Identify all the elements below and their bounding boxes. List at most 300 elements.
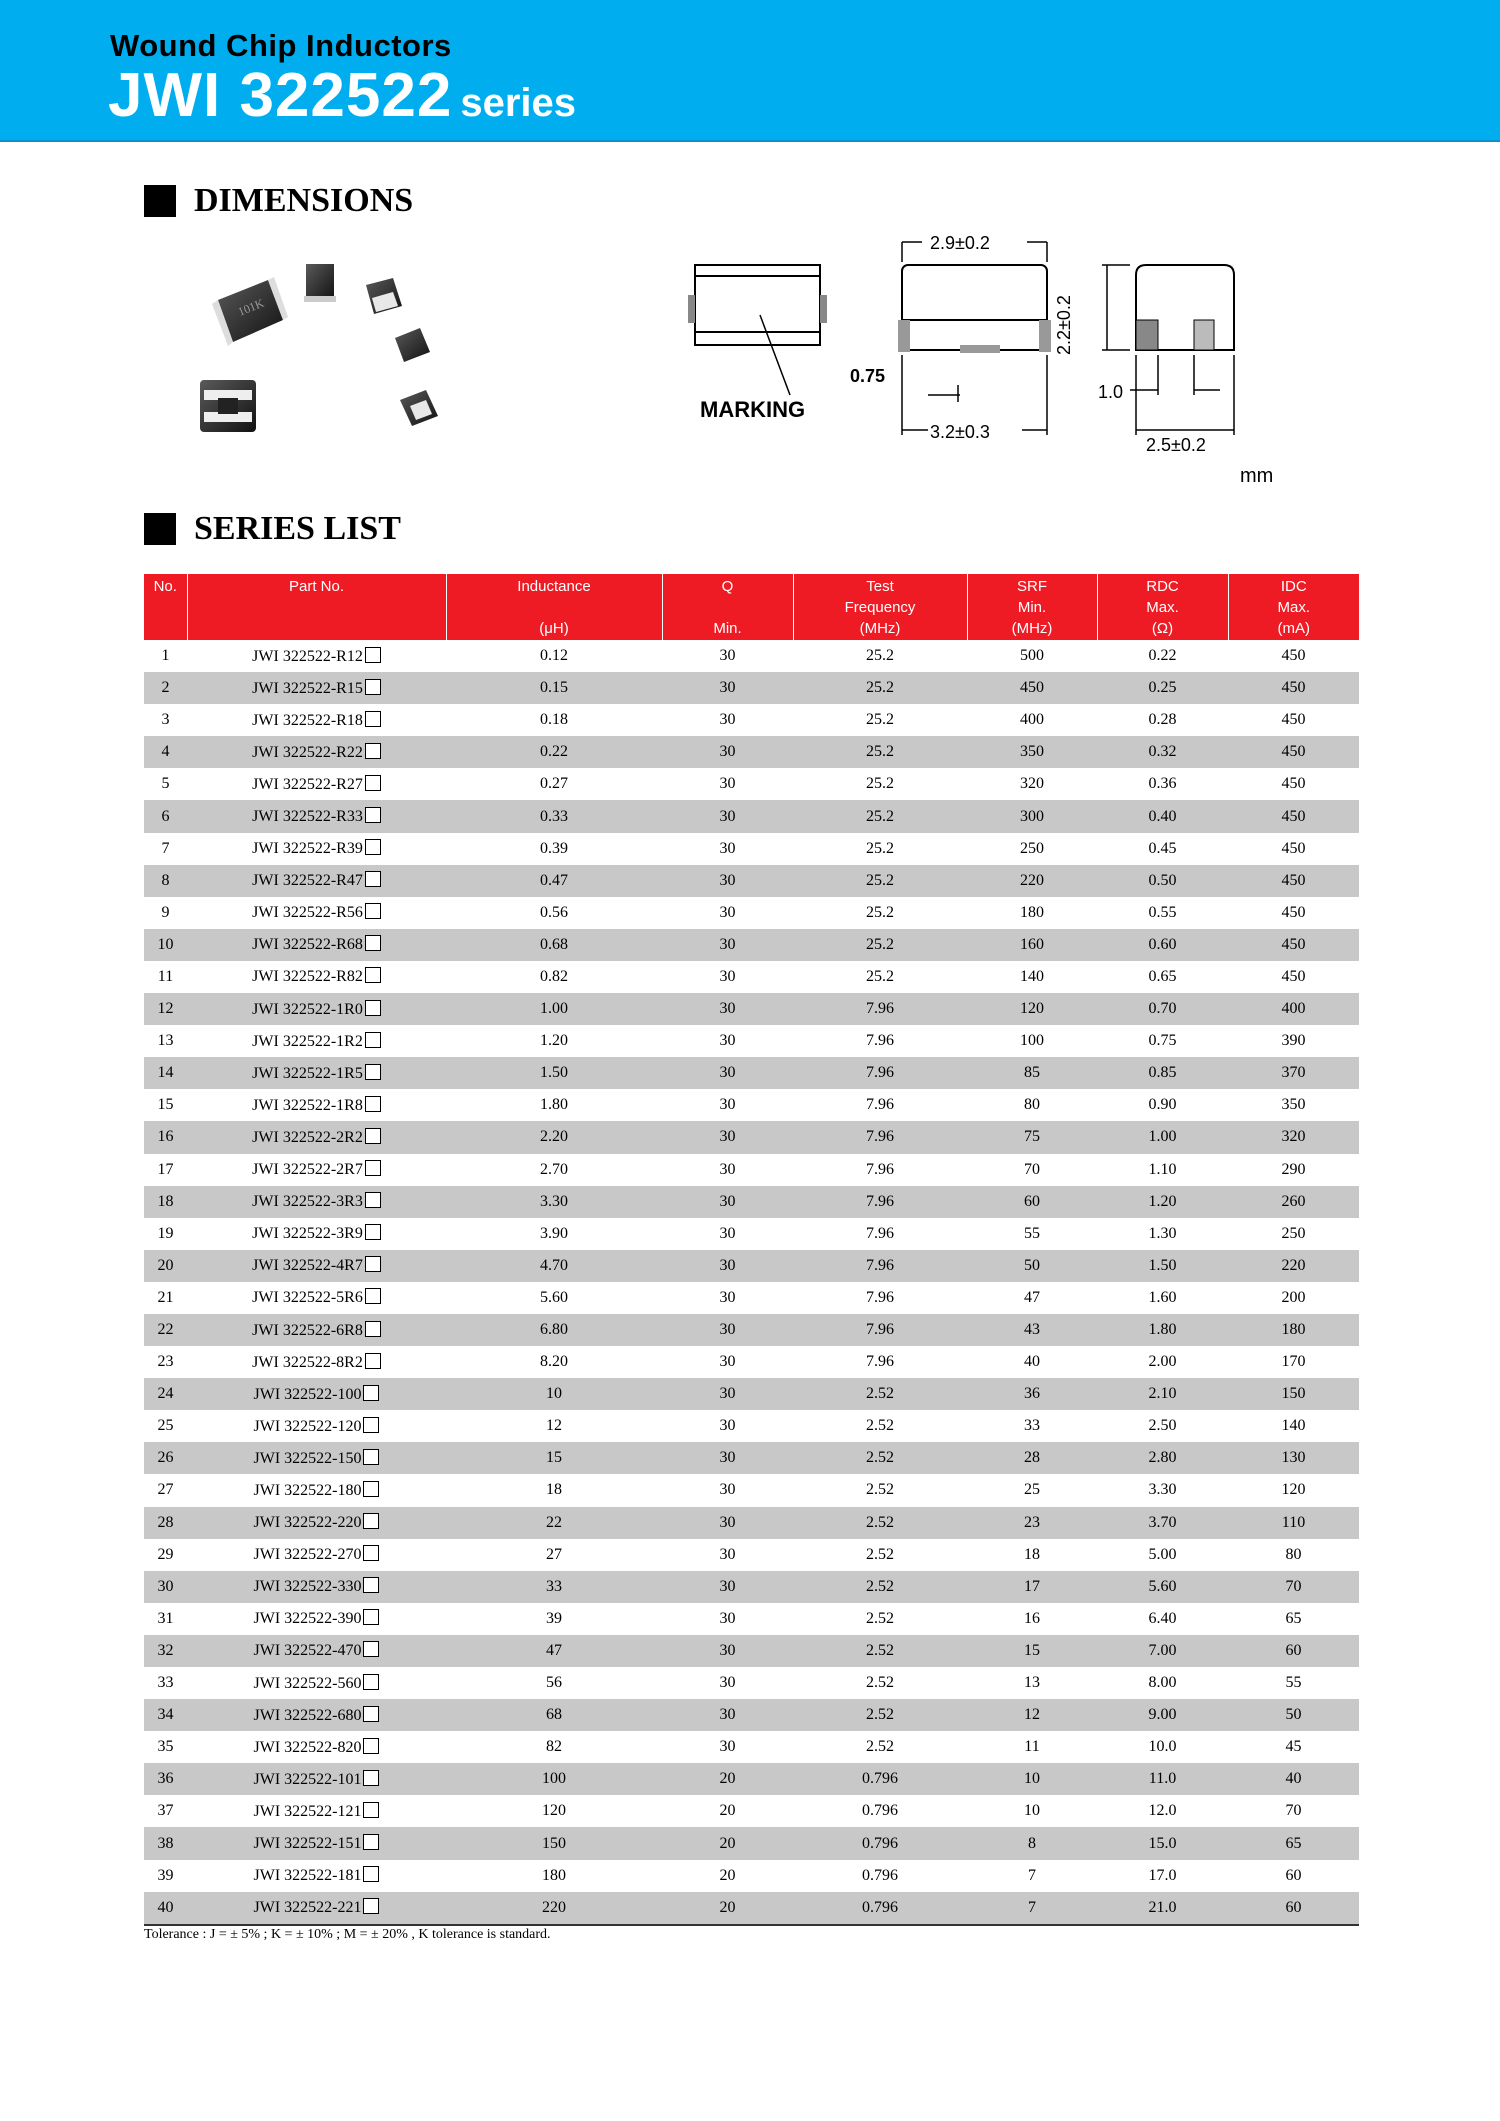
cell-value: 12.0 <box>1148 1802 1177 1820</box>
cell-value: JWI 322522-220 <box>253 1514 362 1532</box>
cell-value: 3 <box>161 711 170 729</box>
cell-value: 100 <box>542 1770 566 1788</box>
table-cell <box>662 1186 793 1218</box>
cell-value: 0.796 <box>862 1866 898 1884</box>
cell-value: 65 <box>1285 1609 1302 1627</box>
table-cell <box>793 1218 967 1250</box>
cell-value: 250 <box>1281 1224 1306 1242</box>
cell-value: 16 <box>1024 1609 1040 1627</box>
table-cell <box>1097 1731 1228 1763</box>
heading-bullet-icon <box>144 513 176 545</box>
table-cell <box>187 1154 446 1186</box>
tolerance-code-box <box>365 1160 381 1176</box>
cell-value: JWI 322522-R47 <box>252 872 363 890</box>
table-cell <box>187 961 446 993</box>
table-cell <box>662 1474 793 1506</box>
cell-value: 0.47 <box>540 871 568 889</box>
cell-value: 37 <box>157 1802 174 1820</box>
tolerance-code-box <box>363 1674 379 1690</box>
cell-value: 1.50 <box>1148 1256 1177 1274</box>
table-cell <box>793 1346 967 1378</box>
cell-value: 390 <box>1281 1032 1306 1050</box>
column-header <box>187 574 446 640</box>
cell-value: 26 <box>157 1449 174 1467</box>
cell-value: 0.33 <box>540 807 568 825</box>
series-list-heading-text: SERIES LIST <box>194 510 401 547</box>
table-cell <box>446 1507 662 1539</box>
table-cell <box>793 1442 967 1474</box>
cell-value: 24 <box>157 1385 174 1403</box>
table-cell <box>1097 961 1228 993</box>
table-cell <box>793 800 967 832</box>
table-cell <box>662 1667 793 1699</box>
cell-value: 450 <box>1281 679 1306 697</box>
cell-value: 3.90 <box>540 1224 568 1242</box>
table-cell <box>446 1057 662 1089</box>
cell-value: 30 <box>719 1128 736 1146</box>
tolerance-code-box <box>365 647 381 663</box>
table-cell <box>1228 1282 1359 1314</box>
table-cell <box>446 1892 662 1925</box>
table-cell <box>1097 1314 1228 1346</box>
table-cell <box>144 1250 187 1282</box>
cell-value: 10 <box>157 935 174 953</box>
column-header-line: RDC <box>1146 577 1179 595</box>
table-row <box>144 1057 1359 1089</box>
table-cell <box>1097 1410 1228 1442</box>
table-cell <box>187 1474 446 1506</box>
cell-value: 0.25 <box>1148 679 1177 697</box>
tolerance-code-box <box>365 711 381 727</box>
table-cell <box>187 1282 446 1314</box>
dim-side-width <box>1136 355 1234 435</box>
cell-value: 8 <box>1028 1834 1036 1852</box>
table-cell <box>662 1025 793 1057</box>
cell-value: 450 <box>1281 839 1306 857</box>
cell-value: 140 <box>1020 967 1044 985</box>
table-cell <box>1097 1025 1228 1057</box>
table-cell <box>967 1667 1097 1699</box>
cell-value: 0.68 <box>540 935 568 953</box>
table-cell <box>1097 1571 1228 1603</box>
table-cell <box>446 1089 662 1121</box>
table-cell <box>187 736 446 768</box>
table-cell <box>1228 1218 1359 1250</box>
table-cell <box>967 1571 1097 1603</box>
table-cell <box>1228 1186 1359 1218</box>
table-cell <box>1097 1089 1228 1121</box>
cell-value: JWI 322522-2R7 <box>252 1161 363 1179</box>
cell-value: 50 <box>1024 1256 1040 1274</box>
cell-value: 2.52 <box>866 1417 894 1435</box>
table-cell <box>662 961 793 993</box>
cell-value: 30 <box>719 647 736 665</box>
table-cell <box>793 1186 967 1218</box>
table-cell <box>446 1571 662 1603</box>
cell-value: JWI 322522-R82 <box>252 968 363 986</box>
cell-value: 11 <box>1024 1738 1040 1756</box>
table-cell <box>967 1795 1097 1827</box>
cell-value: 13 <box>157 1032 174 1050</box>
column-header-line: Inductance <box>517 577 591 595</box>
cell-value: JWI 322522-R15 <box>252 679 363 697</box>
cell-value: 68 <box>546 1706 562 1724</box>
cell-value: 0.27 <box>540 775 568 793</box>
cell-value: 0.28 <box>1148 711 1177 729</box>
series-title <box>108 60 576 131</box>
table-row <box>144 1507 1359 1539</box>
table-cell <box>1097 736 1228 768</box>
table-cell <box>793 1025 967 1057</box>
cell-value: 70 <box>1024 1160 1040 1178</box>
table-cell <box>1228 865 1359 897</box>
cell-value: 7.96 <box>866 1224 894 1242</box>
table-cell <box>187 1314 446 1346</box>
table-row <box>144 993 1359 1025</box>
column-header-line: SRF <box>1017 577 1047 595</box>
cell-value: JWI 322522-4R7 <box>252 1257 363 1275</box>
cell-value: 290 <box>1281 1160 1306 1178</box>
cell-value: JWI 322522-R39 <box>252 840 363 858</box>
table-cell <box>1097 1282 1228 1314</box>
table-cell <box>1097 1892 1228 1925</box>
cell-value: 40 <box>1285 1770 1302 1788</box>
table-cell <box>967 1635 1097 1667</box>
table-cell <box>1228 897 1359 929</box>
table-cell <box>662 1763 793 1795</box>
table-cell <box>446 736 662 768</box>
table-cell <box>446 1378 662 1410</box>
cell-value: 0.55 <box>1148 903 1177 921</box>
table-cell <box>1228 1410 1359 1442</box>
table-cell <box>793 1603 967 1635</box>
table-cell <box>144 1089 187 1121</box>
cell-value: 3.30 <box>1148 1481 1177 1499</box>
table-cell <box>662 1635 793 1667</box>
cell-value: 7 <box>1028 1898 1036 1916</box>
table-cell <box>187 1442 446 1474</box>
cell-value: 30 <box>719 1738 736 1756</box>
cell-value: 8 <box>161 871 170 889</box>
table-cell <box>1097 1667 1228 1699</box>
cell-value: 350 <box>1020 743 1044 761</box>
cell-value: 7.96 <box>866 1353 894 1371</box>
tolerance-code-box <box>365 871 381 887</box>
table-cell <box>144 1571 187 1603</box>
table-cell <box>1097 865 1228 897</box>
table-cell <box>1228 1089 1359 1121</box>
tolerance-footnote: Tolerance : J = ± 5% ; K = ± 10% ; M = ± 20% , K tolerance is standard. <box>144 1927 551 1942</box>
table-cell <box>1097 640 1228 672</box>
column-header-line: (Ω) <box>1151 619 1174 637</box>
column-header <box>446 574 662 640</box>
cell-value: 80 <box>1024 1096 1040 1114</box>
table-cell <box>793 1667 967 1699</box>
table-cell <box>144 961 187 993</box>
column-header-line: Q <box>721 577 734 595</box>
cell-value: 25.2 <box>866 839 894 857</box>
cell-value: 2.52 <box>866 1449 894 1467</box>
table-cell <box>793 1282 967 1314</box>
table-cell <box>1097 1121 1228 1153</box>
cell-value: 56 <box>546 1674 562 1692</box>
table-row <box>144 1827 1359 1859</box>
table-row <box>144 1860 1359 1892</box>
tolerance-code-box <box>363 1898 379 1914</box>
cell-value: 70 <box>1285 1577 1302 1595</box>
table-cell <box>967 993 1097 1025</box>
cell-value: 300 <box>1020 807 1044 825</box>
table-cell <box>662 1507 793 1539</box>
tolerance-code-box <box>365 1192 381 1208</box>
tolerance-code-box <box>365 807 381 823</box>
tolerance-code-box <box>365 1288 381 1304</box>
column-header <box>793 574 967 640</box>
table-cell <box>967 1218 1097 1250</box>
table-cell <box>446 1218 662 1250</box>
table-cell <box>446 1250 662 1282</box>
cell-value: 33 <box>546 1577 562 1595</box>
tolerance-code-box <box>363 1641 379 1657</box>
table-cell <box>1228 1571 1359 1603</box>
table-cell <box>967 1860 1097 1892</box>
column-header-line: Part No. <box>288 577 345 595</box>
table-cell <box>967 1827 1097 1859</box>
table-row <box>144 1378 1359 1410</box>
table-cell <box>446 1795 662 1827</box>
cell-value: 25.2 <box>866 679 894 697</box>
cell-value: 30 <box>157 1577 174 1595</box>
cell-value: 30 <box>719 743 736 761</box>
column-header-line: Max. <box>1146 598 1179 616</box>
table-cell <box>144 1314 187 1346</box>
table-cell <box>1097 800 1228 832</box>
table-cell <box>793 1121 967 1153</box>
table-row <box>144 1442 1359 1474</box>
cell-value: 50 <box>1285 1706 1302 1724</box>
cell-value: 9 <box>161 903 170 921</box>
cell-value: 1.30 <box>1148 1224 1177 1242</box>
cell-value: 43 <box>1024 1321 1040 1339</box>
dim-terminal-label: 0.75 <box>850 366 886 386</box>
dimensions-heading <box>144 182 413 220</box>
table-cell <box>793 1378 967 1410</box>
table-cell <box>662 865 793 897</box>
table-cell <box>1228 993 1359 1025</box>
tolerance-code-box <box>363 1513 379 1529</box>
table-cell <box>1097 768 1228 800</box>
table-cell <box>1228 1795 1359 1827</box>
table-cell <box>446 1282 662 1314</box>
table-row <box>144 1025 1359 1057</box>
table-cell <box>967 1763 1097 1795</box>
table-cell <box>446 897 662 929</box>
table-cell <box>446 672 662 704</box>
tolerance-code-box <box>365 679 381 695</box>
tolerance-code-box <box>365 743 381 759</box>
table-cell <box>1228 704 1359 736</box>
table-cell <box>187 1089 446 1121</box>
table-cell <box>1228 961 1359 993</box>
table-cell <box>967 1121 1097 1153</box>
table-cell <box>1097 1539 1228 1571</box>
table-row <box>144 1603 1359 1635</box>
table-cell <box>1097 1699 1228 1731</box>
product-category: Wound Chip Inductors <box>110 28 452 63</box>
table-cell <box>793 993 967 1025</box>
table-cell <box>187 1699 446 1731</box>
table-cell <box>446 1346 662 1378</box>
cell-value: JWI 322522-3R9 <box>252 1225 363 1243</box>
table-row <box>144 640 1359 672</box>
tolerance-code-box <box>365 1064 381 1080</box>
cell-value: 21.0 <box>1148 1898 1177 1916</box>
cell-value: 160 <box>1020 935 1044 953</box>
cell-value: 2.00 <box>1148 1353 1177 1371</box>
dim-height-label: 2.2±0.2 <box>1054 295 1074 355</box>
cell-value: 7.96 <box>866 1192 894 1210</box>
cell-value: 0.18 <box>540 711 568 729</box>
table-cell <box>144 865 187 897</box>
cell-value: 20 <box>157 1256 174 1274</box>
tolerance-code-box <box>365 1353 381 1369</box>
dimensions-heading-text: DIMENSIONS <box>194 182 414 219</box>
cell-value: 21 <box>157 1288 174 1306</box>
dim-top-width-label: 2.9±0.2 <box>930 233 990 253</box>
cell-value: 0.90 <box>1148 1096 1177 1114</box>
cell-value: 260 <box>1281 1192 1306 1210</box>
table-row <box>144 1346 1359 1378</box>
cell-value: 1.60 <box>1148 1288 1177 1306</box>
cell-value: 450 <box>1281 903 1306 921</box>
tolerance-code-box <box>365 1128 381 1144</box>
table-cell <box>446 1827 662 1859</box>
table-cell <box>446 1314 662 1346</box>
cell-value: 7 <box>161 839 170 857</box>
cell-value: 30 <box>719 1449 736 1467</box>
cell-value: 60 <box>1024 1192 1040 1210</box>
cell-value: 120 <box>1281 1481 1306 1499</box>
table-cell <box>967 833 1097 865</box>
table-cell <box>446 1474 662 1506</box>
table-row <box>144 833 1359 865</box>
table-cell <box>446 1860 662 1892</box>
cell-value: 250 <box>1020 839 1044 857</box>
cell-value: 30 <box>719 1064 736 1082</box>
cell-value: 14 <box>157 1064 174 1082</box>
table-row <box>144 800 1359 832</box>
table-cell <box>144 1860 187 1892</box>
table-cell <box>662 640 793 672</box>
table-cell <box>446 1539 662 1571</box>
cell-value: 1.20 <box>540 1032 568 1050</box>
table-cell <box>662 800 793 832</box>
cell-value: 12 <box>157 1000 174 1018</box>
header-banner <box>0 0 1500 142</box>
cell-value: 10 <box>1024 1770 1040 1788</box>
table-cell <box>446 929 662 961</box>
cell-value: JWI 322522-270 <box>253 1546 362 1564</box>
table-cell <box>1097 1186 1228 1218</box>
table-cell <box>187 1057 446 1089</box>
unit-label: mm <box>1240 465 1274 487</box>
cell-value: 7.96 <box>866 1064 894 1082</box>
chip-photo-6 <box>400 390 438 426</box>
cell-value: 30 <box>719 1513 736 1531</box>
cell-value: 2 <box>161 679 170 697</box>
table-cell <box>662 672 793 704</box>
table-cell <box>1228 1025 1359 1057</box>
table-cell <box>446 865 662 897</box>
table-cell <box>1228 1057 1359 1089</box>
tolerance-code-box <box>365 1096 381 1112</box>
table-cell <box>187 672 446 704</box>
table-cell <box>187 704 446 736</box>
table-cell <box>1097 929 1228 961</box>
cell-value: 25 <box>157 1417 174 1435</box>
cell-value: 2.52 <box>866 1706 894 1724</box>
table-cell <box>967 865 1097 897</box>
column-header-line: Min. <box>713 619 742 637</box>
table-cell <box>967 1410 1097 1442</box>
cell-value: 25.2 <box>866 871 894 889</box>
table-cell <box>1097 1442 1228 1474</box>
table-cell <box>662 1603 793 1635</box>
table-cell <box>187 833 446 865</box>
cell-value: 28 <box>1024 1449 1040 1467</box>
cell-value: 12 <box>1024 1706 1040 1724</box>
table-cell <box>1097 704 1228 736</box>
column-header <box>1228 574 1359 640</box>
tolerance-code-box <box>365 775 381 791</box>
cell-value: JWI 322522-6R8 <box>252 1321 363 1339</box>
cell-value: JWI 322522-R27 <box>252 775 363 793</box>
table-cell <box>187 929 446 961</box>
cell-value: 36 <box>157 1770 174 1788</box>
column-header-line <box>144 618 187 639</box>
table-row <box>144 1250 1359 1282</box>
table-cell <box>967 768 1097 800</box>
cell-value: 6 <box>161 807 170 825</box>
column-header-line <box>188 618 446 639</box>
table-cell <box>1097 1860 1228 1892</box>
cell-value: JWI 322522-1R5 <box>252 1064 363 1082</box>
table-cell <box>967 1186 1097 1218</box>
cell-value: JWI 322522-120 <box>253 1417 362 1435</box>
tolerance-code-box <box>363 1609 379 1625</box>
table-row <box>144 704 1359 736</box>
cell-value: 220 <box>1281 1256 1306 1274</box>
cell-value: 60 <box>1285 1866 1302 1884</box>
cell-value: 18 <box>1024 1545 1040 1563</box>
table-cell <box>144 1218 187 1250</box>
cell-value: 2.52 <box>866 1385 894 1403</box>
table-cell <box>967 672 1097 704</box>
cell-value: 5.60 <box>1148 1577 1177 1595</box>
cell-value: 320 <box>1020 775 1044 793</box>
table-cell <box>446 1121 662 1153</box>
cell-value: 2.10 <box>1148 1385 1177 1403</box>
table-cell <box>1097 1378 1228 1410</box>
cell-value: 22 <box>157 1321 174 1339</box>
cell-value: JWI 322522-R68 <box>252 936 363 954</box>
cell-value: 31 <box>157 1609 174 1627</box>
table-cell <box>793 1314 967 1346</box>
table-cell <box>187 1121 446 1153</box>
table-row <box>144 929 1359 961</box>
cell-value: 180 <box>1281 1321 1306 1339</box>
chip-photo-5 <box>200 380 256 432</box>
